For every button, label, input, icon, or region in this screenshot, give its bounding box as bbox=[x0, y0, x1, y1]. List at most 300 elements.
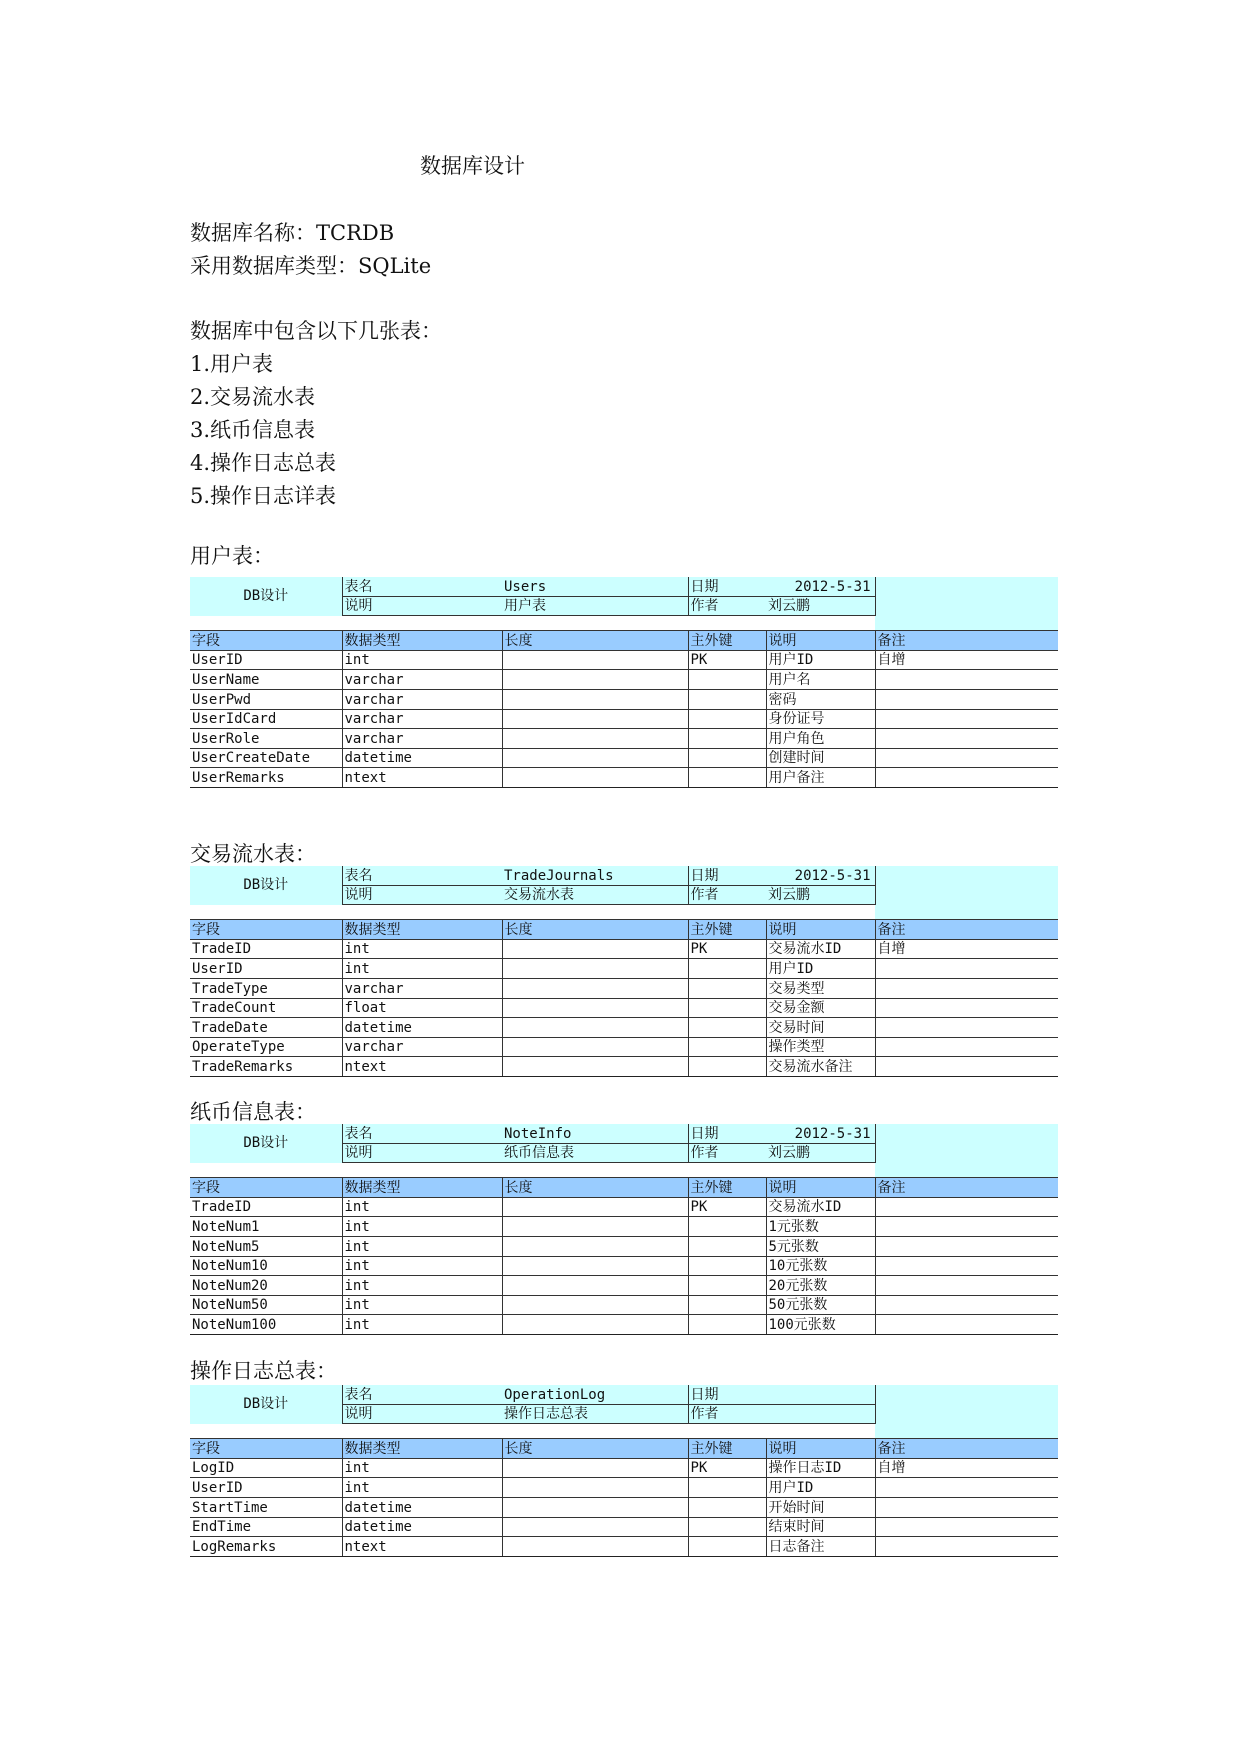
db-design-table bbox=[190, 1385, 1058, 1557]
table-cell bbox=[502, 1295, 688, 1315]
table-name-value: OperationLog bbox=[502, 1385, 688, 1404]
header-blank bbox=[875, 577, 1058, 596]
spacer-cell bbox=[190, 616, 342, 631]
table-cell bbox=[688, 709, 766, 729]
table-cell bbox=[875, 689, 1058, 709]
table-row bbox=[190, 1256, 1058, 1276]
table-cell bbox=[688, 1517, 766, 1537]
spacer-cell bbox=[190, 905, 342, 920]
column-header: 主外键 bbox=[688, 631, 766, 651]
table-name-label: 表名 bbox=[342, 1385, 502, 1404]
table-row bbox=[190, 959, 1058, 979]
table-cell: int bbox=[342, 939, 502, 959]
db-design-table bbox=[190, 1124, 1058, 1335]
table-row bbox=[190, 1537, 1058, 1557]
table-name-label: 表名 bbox=[342, 577, 502, 596]
table-cell: float bbox=[342, 998, 502, 1018]
column-header: 数据类型 bbox=[342, 920, 502, 940]
spacer-cell bbox=[766, 616, 875, 631]
header-blank bbox=[875, 885, 1058, 905]
table-cell: UserIdCard bbox=[190, 709, 342, 729]
table-cell: int bbox=[342, 650, 502, 670]
header-blank bbox=[875, 1124, 1058, 1143]
column-header: 说明 bbox=[766, 1439, 875, 1459]
table-cell bbox=[688, 1295, 766, 1315]
table-cell bbox=[688, 1276, 766, 1296]
author-value bbox=[766, 1404, 875, 1424]
table-list-intro: 数据库中包含以下几张表： bbox=[190, 319, 442, 343]
author-value: 刘云鹏 bbox=[766, 1143, 875, 1163]
column-header: 备注 bbox=[875, 631, 1058, 651]
author-value: 刘云鹏 bbox=[766, 596, 875, 616]
table-row bbox=[190, 998, 1058, 1018]
table-row bbox=[190, 1276, 1058, 1296]
table-cell: UserCreateDate bbox=[190, 748, 342, 768]
table-cell: 创建时间 bbox=[766, 748, 875, 768]
table-cell: 交易时间 bbox=[766, 1018, 875, 1038]
date-value: 2012-5-31 bbox=[766, 1124, 875, 1143]
db-design-table bbox=[190, 866, 1058, 1077]
column-header: 说明 bbox=[766, 631, 875, 651]
table-cell: EndTime bbox=[190, 1517, 342, 1537]
table-cell: int bbox=[342, 1478, 502, 1498]
spacer-row bbox=[190, 905, 1058, 920]
table-row bbox=[190, 1517, 1058, 1537]
table-cell: LogID bbox=[190, 1458, 342, 1478]
description-label: 说明 bbox=[342, 1143, 502, 1163]
table-cell bbox=[502, 998, 688, 1018]
db-design-label: DB设计 bbox=[190, 1385, 342, 1424]
table-cell: PK bbox=[688, 939, 766, 959]
table-cell: int bbox=[342, 1197, 502, 1217]
table-cell bbox=[875, 1478, 1058, 1498]
table-cell bbox=[502, 650, 688, 670]
section-title: 交易流水表： bbox=[190, 842, 316, 866]
section-title: 操作日志总表： bbox=[190, 1359, 337, 1383]
table-cell: NoteNum20 bbox=[190, 1276, 342, 1296]
table-cell: UserRemarks bbox=[190, 768, 342, 788]
table-cell bbox=[875, 978, 1058, 998]
column-header: 备注 bbox=[875, 920, 1058, 940]
spacer-cell bbox=[766, 1424, 875, 1439]
table-cell: TradeID bbox=[190, 939, 342, 959]
table-cell bbox=[688, 978, 766, 998]
table-cell: NoteNum100 bbox=[190, 1315, 342, 1335]
table-cell: 交易流水备注 bbox=[766, 1057, 875, 1077]
db-design-label: DB设计 bbox=[190, 1124, 342, 1163]
table-cell: ntext bbox=[342, 768, 502, 788]
table-cell bbox=[875, 1197, 1058, 1217]
date-value: 2012-5-31 bbox=[766, 577, 875, 596]
column-header: 长度 bbox=[502, 920, 688, 940]
spacer-cell bbox=[766, 905, 875, 920]
table-row bbox=[190, 1197, 1058, 1217]
db-design-label: DB设计 bbox=[190, 866, 342, 905]
table-cell bbox=[875, 1057, 1058, 1077]
table-cell bbox=[688, 1037, 766, 1057]
table-cell: ntext bbox=[342, 1057, 502, 1077]
author-label: 作者 bbox=[688, 1143, 766, 1163]
table-cell bbox=[875, 748, 1058, 768]
header-row-name bbox=[190, 577, 1058, 596]
column-header: 主外键 bbox=[688, 1439, 766, 1459]
table-cell: int bbox=[342, 1458, 502, 1478]
column-header: 长度 bbox=[502, 1439, 688, 1459]
table-cell: UserName bbox=[190, 670, 342, 690]
spacer-cell bbox=[688, 1163, 766, 1178]
table-cell bbox=[875, 1315, 1058, 1335]
table-cell: 结束时间 bbox=[766, 1517, 875, 1537]
table-cell: 50元张数 bbox=[766, 1295, 875, 1315]
table-cell bbox=[875, 768, 1058, 788]
table-cell bbox=[502, 1037, 688, 1057]
description-value: 操作日志总表 bbox=[502, 1404, 688, 1424]
table-cell: LogRemarks bbox=[190, 1537, 342, 1557]
spacer-cell bbox=[875, 1163, 1058, 1178]
table-row bbox=[190, 1018, 1058, 1038]
table-cell: UserID bbox=[190, 959, 342, 979]
table-cell: 用户备注 bbox=[766, 768, 875, 788]
table-cell: int bbox=[342, 1236, 502, 1256]
table-cell bbox=[502, 1197, 688, 1217]
table-cell bbox=[502, 1478, 688, 1498]
table-cell bbox=[875, 1018, 1058, 1038]
db-design-label: DB设计 bbox=[190, 577, 342, 616]
table-cell bbox=[502, 729, 688, 749]
author-value: 刘云鹏 bbox=[766, 885, 875, 905]
table-list-item: 2.交易流水表 bbox=[190, 385, 316, 409]
table-name-value: NoteInfo bbox=[502, 1124, 688, 1143]
column-header: 备注 bbox=[875, 1178, 1058, 1198]
table-cell bbox=[502, 1256, 688, 1276]
table-cell: NoteNum50 bbox=[190, 1295, 342, 1315]
table-cell: 交易流水ID bbox=[766, 1197, 875, 1217]
table-cell: varchar bbox=[342, 1037, 502, 1057]
table-cell: datetime bbox=[342, 1517, 502, 1537]
table-name-value: TradeJournals bbox=[502, 866, 688, 885]
table-cell bbox=[688, 1315, 766, 1335]
table-cell bbox=[502, 709, 688, 729]
db-design-table bbox=[190, 577, 1058, 788]
column-header-row bbox=[190, 1178, 1058, 1198]
spacer-cell bbox=[502, 1163, 688, 1178]
header-blank bbox=[875, 1143, 1058, 1163]
table-cell bbox=[502, 1458, 688, 1478]
author-label: 作者 bbox=[688, 596, 766, 616]
table-row bbox=[190, 1217, 1058, 1237]
column-header: 字段 bbox=[190, 920, 342, 940]
table-row bbox=[190, 1236, 1058, 1256]
spacer-cell bbox=[688, 616, 766, 631]
table-cell bbox=[688, 1256, 766, 1276]
table-cell bbox=[688, 1018, 766, 1038]
spacer-cell bbox=[875, 905, 1058, 920]
table-cell bbox=[875, 1497, 1058, 1517]
table-cell bbox=[688, 1217, 766, 1237]
table-cell bbox=[502, 1217, 688, 1237]
date-label: 日期 bbox=[688, 577, 766, 596]
description-label: 说明 bbox=[342, 885, 502, 905]
table-row bbox=[190, 1315, 1058, 1335]
table-cell: 操作日志ID bbox=[766, 1458, 875, 1478]
table-cell: int bbox=[342, 1217, 502, 1237]
description-value: 纸币信息表 bbox=[502, 1143, 688, 1163]
table-cell: int bbox=[342, 1276, 502, 1296]
description-value: 交易流水表 bbox=[502, 885, 688, 905]
header-row-name bbox=[190, 866, 1058, 885]
table-cell: 操作类型 bbox=[766, 1037, 875, 1057]
table-list-item: 1.用户表 bbox=[190, 352, 274, 376]
table-cell bbox=[875, 1276, 1058, 1296]
column-header: 说明 bbox=[766, 1178, 875, 1198]
table-row bbox=[190, 1295, 1058, 1315]
table-cell bbox=[688, 729, 766, 749]
column-header: 长度 bbox=[502, 631, 688, 651]
spacer-cell bbox=[766, 1163, 875, 1178]
table-cell bbox=[875, 670, 1058, 690]
table-row bbox=[190, 729, 1058, 749]
table-cell: varchar bbox=[342, 978, 502, 998]
table-list-item: 5.操作日志详表 bbox=[190, 484, 337, 508]
table-row bbox=[190, 939, 1058, 959]
table-cell: UserRole bbox=[190, 729, 342, 749]
header-blank bbox=[875, 596, 1058, 616]
table-cell bbox=[502, 768, 688, 788]
table-list-item: 3.纸币信息表 bbox=[190, 418, 316, 442]
table-row bbox=[190, 978, 1058, 998]
table-cell: 用户ID bbox=[766, 959, 875, 979]
table-cell: int bbox=[342, 1256, 502, 1276]
table-cell: NoteNum5 bbox=[190, 1236, 342, 1256]
column-header-row bbox=[190, 1439, 1058, 1459]
table-cell bbox=[502, 1057, 688, 1077]
column-header: 字段 bbox=[190, 1178, 342, 1198]
table-cell: 1元张数 bbox=[766, 1217, 875, 1237]
author-label: 作者 bbox=[688, 1404, 766, 1424]
spacer-cell bbox=[875, 1424, 1058, 1439]
table-cell bbox=[875, 729, 1058, 749]
table-cell bbox=[688, 670, 766, 690]
header-blank bbox=[875, 1385, 1058, 1404]
column-header: 主外键 bbox=[688, 920, 766, 940]
table-cell: 用户名 bbox=[766, 670, 875, 690]
database-info bbox=[190, 217, 431, 283]
description-value: 用户表 bbox=[502, 596, 688, 616]
table-cell bbox=[688, 998, 766, 1018]
table-cell: 交易流水ID bbox=[766, 939, 875, 959]
column-header-row bbox=[190, 920, 1058, 940]
table-cell: ntext bbox=[342, 1537, 502, 1557]
date-value: 2012-5-31 bbox=[766, 866, 875, 885]
table-cell bbox=[875, 1537, 1058, 1557]
table-cell: NoteNum10 bbox=[190, 1256, 342, 1276]
table-cell: varchar bbox=[342, 689, 502, 709]
table-cell: PK bbox=[688, 1458, 766, 1478]
table-cell bbox=[502, 689, 688, 709]
table-cell: 用户ID bbox=[766, 650, 875, 670]
table-cell bbox=[688, 1236, 766, 1256]
column-header: 主外键 bbox=[688, 1178, 766, 1198]
spacer-cell bbox=[502, 905, 688, 920]
column-header: 说明 bbox=[766, 920, 875, 940]
spacer-cell bbox=[688, 905, 766, 920]
table-cell: UserPwd bbox=[190, 689, 342, 709]
table-name-label: 表名 bbox=[342, 1124, 502, 1143]
table-cell bbox=[688, 768, 766, 788]
table-cell: UserID bbox=[190, 1478, 342, 1498]
table-cell bbox=[688, 689, 766, 709]
table-cell bbox=[502, 1018, 688, 1038]
table-cell: PK bbox=[688, 650, 766, 670]
table-cell: varchar bbox=[342, 729, 502, 749]
table-cell: 自增 bbox=[875, 1458, 1058, 1478]
date-label: 日期 bbox=[688, 1124, 766, 1143]
table-cell bbox=[502, 670, 688, 690]
spacer-cell bbox=[502, 1424, 688, 1439]
table-row bbox=[190, 1458, 1058, 1478]
table-row bbox=[190, 748, 1058, 768]
table-cell: int bbox=[342, 1295, 502, 1315]
table-cell bbox=[502, 939, 688, 959]
table-cell bbox=[875, 1037, 1058, 1057]
database-type-line: 采用数据库类型：SQLite bbox=[190, 254, 432, 278]
table-cell: 自增 bbox=[875, 650, 1058, 670]
column-header: 数据类型 bbox=[342, 1178, 502, 1198]
table-cell bbox=[502, 1517, 688, 1537]
table-row bbox=[190, 1037, 1058, 1057]
table-row bbox=[190, 1057, 1058, 1077]
spacer-cell bbox=[688, 1424, 766, 1439]
table-cell: 10元张数 bbox=[766, 1256, 875, 1276]
table-cell bbox=[502, 1276, 688, 1296]
column-header: 数据类型 bbox=[342, 631, 502, 651]
table-cell: 交易类型 bbox=[766, 978, 875, 998]
table-cell: TradeCount bbox=[190, 998, 342, 1018]
table-row bbox=[190, 709, 1058, 729]
table-cell: 开始时间 bbox=[766, 1497, 875, 1517]
table-cell: int bbox=[342, 959, 502, 979]
table-cell bbox=[502, 978, 688, 998]
table-name-label: 表名 bbox=[342, 866, 502, 885]
section-title: 用户表： bbox=[190, 544, 274, 568]
spacer-row bbox=[190, 1424, 1058, 1439]
table-cell: 日志备注 bbox=[766, 1537, 875, 1557]
spacer-cell bbox=[342, 1163, 502, 1178]
spacer-cell bbox=[190, 1163, 342, 1178]
table-row bbox=[190, 768, 1058, 788]
table-cell: datetime bbox=[342, 748, 502, 768]
description-label: 说明 bbox=[342, 596, 502, 616]
table-cell: 5元张数 bbox=[766, 1236, 875, 1256]
spacer-row bbox=[190, 616, 1058, 631]
table-cell bbox=[688, 959, 766, 979]
table-cell: TradeRemarks bbox=[190, 1057, 342, 1077]
table-cell: 自增 bbox=[875, 939, 1058, 959]
table-cell bbox=[875, 998, 1058, 1018]
spacer-cell bbox=[190, 1424, 342, 1439]
column-header: 数据类型 bbox=[342, 1439, 502, 1459]
table-cell: varchar bbox=[342, 709, 502, 729]
database-name-line: 数据库名称：TCRDB bbox=[190, 221, 395, 245]
table-row bbox=[190, 1478, 1058, 1498]
column-header: 字段 bbox=[190, 631, 342, 651]
table-cell: datetime bbox=[342, 1018, 502, 1038]
table-cell: TradeID bbox=[190, 1197, 342, 1217]
date-label: 日期 bbox=[688, 866, 766, 885]
table-cell: 身份证号 bbox=[766, 709, 875, 729]
table-row bbox=[190, 670, 1058, 690]
table-cell bbox=[875, 1217, 1058, 1237]
header-row-name bbox=[190, 1385, 1058, 1404]
table-cell: datetime bbox=[342, 1497, 502, 1517]
column-header: 字段 bbox=[190, 1439, 342, 1459]
table-cell bbox=[875, 1517, 1058, 1537]
column-header: 长度 bbox=[502, 1178, 688, 1198]
spacer-cell bbox=[875, 616, 1058, 631]
table-row bbox=[190, 689, 1058, 709]
table-cell: 20元张数 bbox=[766, 1276, 875, 1296]
table-cell: 用户角色 bbox=[766, 729, 875, 749]
table-cell: PK bbox=[688, 1197, 766, 1217]
table-cell bbox=[875, 1295, 1058, 1315]
table-cell bbox=[688, 1497, 766, 1517]
date-label: 日期 bbox=[688, 1385, 766, 1404]
table-row bbox=[190, 1497, 1058, 1517]
column-header: 备注 bbox=[875, 1439, 1058, 1459]
header-blank bbox=[875, 866, 1058, 885]
table-cell: 密码 bbox=[766, 689, 875, 709]
column-header-row bbox=[190, 631, 1058, 651]
header-blank bbox=[875, 1404, 1058, 1424]
spacer-cell bbox=[502, 616, 688, 631]
table-cell bbox=[688, 1478, 766, 1498]
table-cell: 交易金额 bbox=[766, 998, 875, 1018]
spacer-cell bbox=[342, 1424, 502, 1439]
table-cell bbox=[875, 709, 1058, 729]
table-cell: NoteNum1 bbox=[190, 1217, 342, 1237]
table-cell bbox=[502, 1537, 688, 1557]
table-cell: TradeDate bbox=[190, 1018, 342, 1038]
section-title: 纸币信息表： bbox=[190, 1100, 316, 1124]
table-cell: OperateType bbox=[190, 1037, 342, 1057]
table-cell bbox=[688, 1057, 766, 1077]
table-cell bbox=[688, 748, 766, 768]
table-cell bbox=[875, 959, 1058, 979]
spacer-row bbox=[190, 1163, 1058, 1178]
table-cell bbox=[502, 1236, 688, 1256]
table-cell bbox=[875, 1256, 1058, 1276]
table-cell: UserID bbox=[190, 650, 342, 670]
header-row-name bbox=[190, 1124, 1058, 1143]
spacer-cell bbox=[342, 616, 502, 631]
table-name-value: Users bbox=[502, 577, 688, 596]
table-cell: StartTime bbox=[190, 1497, 342, 1517]
table-cell bbox=[875, 1236, 1058, 1256]
table-list bbox=[190, 315, 442, 513]
table-row bbox=[190, 650, 1058, 670]
table-cell bbox=[688, 1537, 766, 1557]
date-value bbox=[766, 1385, 875, 1404]
table-cell bbox=[502, 1315, 688, 1335]
spacer-cell bbox=[342, 905, 502, 920]
document-title: 数据库设计 bbox=[420, 154, 525, 178]
table-cell: TradeType bbox=[190, 978, 342, 998]
author-label: 作者 bbox=[688, 885, 766, 905]
description-label: 说明 bbox=[342, 1404, 502, 1424]
table-cell bbox=[502, 959, 688, 979]
table-list-item: 4.操作日志总表 bbox=[190, 451, 337, 475]
table-cell bbox=[502, 748, 688, 768]
